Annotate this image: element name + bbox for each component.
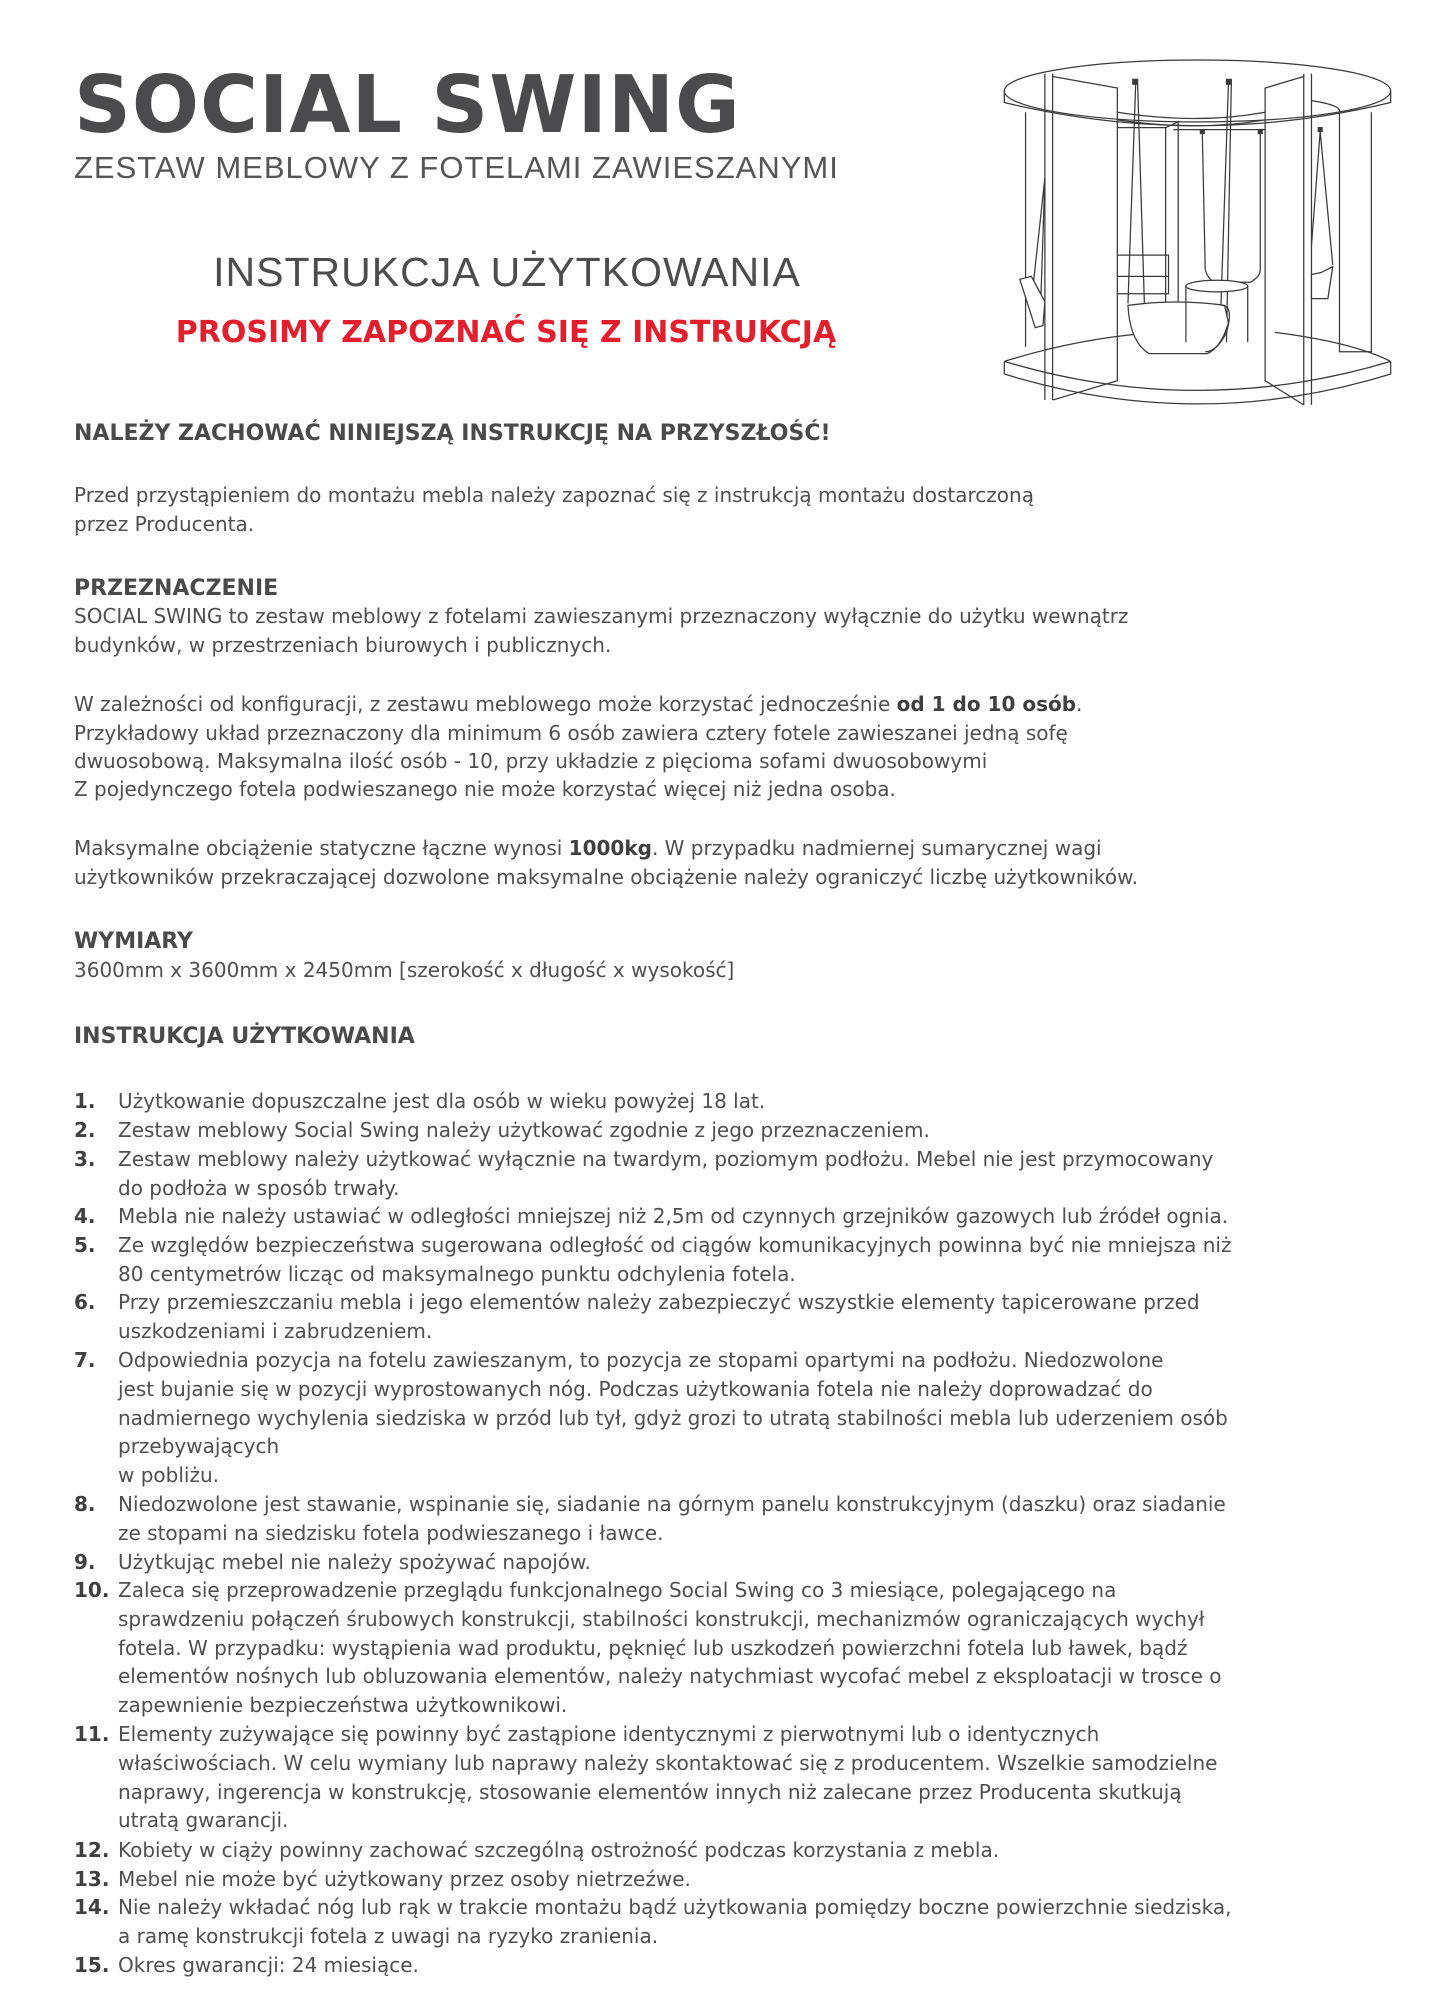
load-line: użytkowników przekraczającej dozwolone maksymalne obciążenie należy ograniczyć liczbę użytkowników. bbox=[74, 865, 1139, 889]
capacity-line: dwuosobową. Maksymalna ilość osób - 10, przy układzie z pięcioma sofami dwuosobowymi bbox=[74, 749, 988, 773]
list-item-text: nadmiernego wychylenia siedziska w przód lub tył, gdyż grozi to utratą stabilności mebla lub uderzeniem osób bbox=[118, 1405, 1228, 1430]
list-item-number: 14. bbox=[74, 1895, 110, 1919]
list-item-text: Elementy zużywające się powinny być zastąpione identycznymi z pierwotnymi lub o identycznych bbox=[118, 1722, 1100, 1746]
list-item-text: właściwościach. W celu wymiany lub naprawy należy skontaktować się z producentem. Wszelkie samodzielne bbox=[118, 1750, 1218, 1775]
list-item-text: Użytkowanie dopuszczalne jest dla osób w wieku powyżej 18 lat. bbox=[118, 1089, 766, 1113]
list-item-text: utratą gwarancji. bbox=[118, 1808, 289, 1833]
list-item-number: 10. bbox=[74, 1578, 110, 1602]
list-item-number: 12. bbox=[74, 1838, 110, 1862]
list-item-text: fotela. W przypadku: wystąpienia wad produktu, pęknięć lub uszkodzeń powierzchni fotela lub ławek, bądź bbox=[118, 1635, 1188, 1660]
capacity-text: W zależności od konfiguracji, z zestawu meblowego może korzystać jednocześnie bbox=[74, 692, 897, 716]
list-item-text: przebywających bbox=[118, 1434, 280, 1459]
list-item-number: 15. bbox=[74, 1953, 110, 1977]
list-item-number: 1. bbox=[74, 1089, 96, 1113]
product-title: SOCIAL SWING bbox=[74, 59, 741, 151]
dimensions-heading: WYMIARY bbox=[74, 929, 193, 954]
max-load-value: 1000kg bbox=[568, 836, 652, 860]
list-item-text: ze stopami na siedzisku fotela podwieszanego i ławce. bbox=[118, 1520, 664, 1545]
list-item-text: uszkodzeniami i zabrudzeniem. bbox=[118, 1318, 433, 1343]
list-item-text: Ze względów bezpieczeństwa sugerowana odległość od ciągów komunikacyjnych powinna być nie mniejsza niż bbox=[118, 1233, 1232, 1257]
usage-heading: INSTRUKCJA UŻYTKOWANIA bbox=[74, 1024, 415, 1049]
list-item-number: 8. bbox=[74, 1492, 96, 1516]
list-item-text: Nie należy wkładać nóg lub rąk w trakcie montażu bądź użytkowania pomiędzy boczne powierzchnie siedziska, bbox=[118, 1895, 1232, 1919]
list-item-text: sprawdzeniu połączeń śrubowych konstrukcji, stabilności konstrukcji, mechanizmów ograniczających wychył bbox=[118, 1606, 1205, 1631]
list-item-number: 4. bbox=[74, 1204, 96, 1228]
load-line bbox=[74, 838, 1102, 858]
list-item-text: Odpowiednia pozycja na fotelu zawieszanym, to pozycja ze stopami opartymi na podłożu. Niedozwolone bbox=[118, 1348, 1164, 1372]
load-text: Maksymalne obciążenie statyczne łączne wynosi bbox=[74, 836, 569, 860]
list-item-number: 2. bbox=[74, 1118, 96, 1142]
list-item-number: 6. bbox=[74, 1290, 96, 1314]
capacity-line: Z pojedynczego fotela podwieszanego nie może korzystać więcej niż jedna osoba. bbox=[74, 777, 896, 801]
list-item-text: Kobiety w ciąży powinny zachować szczególną ostrożność podczas korzystania z mebla. bbox=[118, 1838, 1000, 1862]
list-item-number: 7. bbox=[74, 1348, 96, 1372]
list-item-text: zapewnienie bezpieczeństwa użytkownikowi. bbox=[118, 1693, 568, 1718]
list-item-number: 11. bbox=[74, 1722, 110, 1746]
list-item-number: 5. bbox=[74, 1233, 96, 1257]
list-item-text: naprawy, ingerencja w konstrukcję, stosowanie elementów innych niż zalecane przez Producenta skutkują bbox=[118, 1779, 1182, 1804]
list-item-text: jest bujanie się w pozycji wyprostowanych nóg. Podczas użytkowania fotela nie należy doprowadzać do bbox=[118, 1376, 1153, 1401]
list-item-text: Mebla nie należy ustawiać w odległości mniejszej niż 2,5m od czynnych grzejników gazowych lub źródeł ognia. bbox=[118, 1204, 1229, 1228]
list-item-text: Użytkując mebel nie należy spożywać napojów. bbox=[118, 1550, 591, 1574]
social-swing-illustration bbox=[985, 48, 1410, 443]
purpose-heading: PRZEZNACZENIE bbox=[74, 576, 279, 601]
keep-instructions-heading: NALEŻY ZACHOWAĆ NINIEJSZĄ INSTRUKCJĘ NA PRZYSZŁOŚĆ! bbox=[74, 421, 831, 446]
list-item-text: do podłoża w sposób trwały. bbox=[118, 1175, 400, 1200]
capacity-text-end: . bbox=[1076, 692, 1083, 716]
purpose-text-line: budynków, w przestrzeniach biurowych i publicznych. bbox=[74, 633, 612, 657]
capacity-line bbox=[74, 694, 1082, 714]
list-item-number: 9. bbox=[74, 1550, 96, 1574]
assembly-note-line: przez Producenta. bbox=[74, 512, 255, 536]
list-item-text: Przy przemieszczaniu mebla i jego elementów należy zabezpieczyć wszystkie elementy tapicerowane przed bbox=[118, 1290, 1200, 1314]
list-item-text: a ramę konstrukcji fotela z uwagi na ryzyko zranienia. bbox=[118, 1923, 659, 1948]
capacity-range: od 1 do 10 osób bbox=[896, 692, 1077, 716]
list-item-text: Zaleca się przeprowadzenie przeglądu funkcjonalnego Social Swing co 3 miesiące, polegającego na bbox=[118, 1578, 1117, 1602]
capacity-line: Przykładowy układ przeznaczony dla minimum 6 osób zawiera cztery fotele zawieszanei jedną sofę bbox=[74, 721, 1068, 745]
list-item-text: Zestaw meblowy Social Swing należy użytkować zgodnie z jego przeznaczeniem. bbox=[118, 1118, 930, 1142]
document-title: INSTRUKCJA UŻYTKOWANIA bbox=[213, 249, 801, 295]
list-item-text: Okres gwarancji: 24 miesiące. bbox=[118, 1953, 419, 1977]
pavilion-drawing-icon bbox=[985, 48, 1410, 443]
assembly-note-line: Przed przystąpieniem do montażu mebla należy zapoznać się z instrukcją montażu dostarczoną bbox=[74, 483, 1034, 507]
list-item-text: Mebel nie może być użytkowany przez osoby nietrzeźwe. bbox=[118, 1867, 691, 1891]
list-item-text: Zestaw meblowy należy użytkować wyłącznie na twardym, poziomym podłożu. Mebel nie jest przymocowany bbox=[118, 1147, 1214, 1171]
list-item-number: 13. bbox=[74, 1867, 110, 1891]
list-item-text: elementów nośnych lub obluzowania elementów, należy natychmiast wycofać mebel z eksploatacji w trosce o bbox=[118, 1664, 1222, 1689]
list-item-text: 80 centymetrów licząc od maksymalnego punktu odchylenia fotela. bbox=[118, 1261, 796, 1286]
dimensions-value: 3600mm x 3600mm x 2450mm [szerokość x długość x wysokość] bbox=[74, 958, 735, 982]
list-item-text: w pobliżu. bbox=[118, 1463, 219, 1488]
purpose-text-line: SOCIAL SWING to zestaw meblowy z fotelami zawieszanymi przeznaczony wyłącznie do użytku wewnątrz bbox=[74, 604, 1129, 628]
read-instructions-warning: PROSIMY ZAPOZNAĆ SIĘ Z INSTRUKCJĄ bbox=[175, 315, 837, 350]
list-item-number: 3. bbox=[74, 1147, 96, 1171]
load-text-end: . W przypadku nadmiernej sumarycznej wagi bbox=[651, 836, 1102, 860]
product-subtitle: ZESTAW MEBLOWY Z FOTELAMI ZAWIESZANYMI bbox=[74, 150, 839, 185]
list-item-text: Niedozwolone jest stawanie, wspinanie się, siadanie na górnym panelu konstrukcyjnym (daszku) oraz siadanie bbox=[118, 1492, 1226, 1516]
